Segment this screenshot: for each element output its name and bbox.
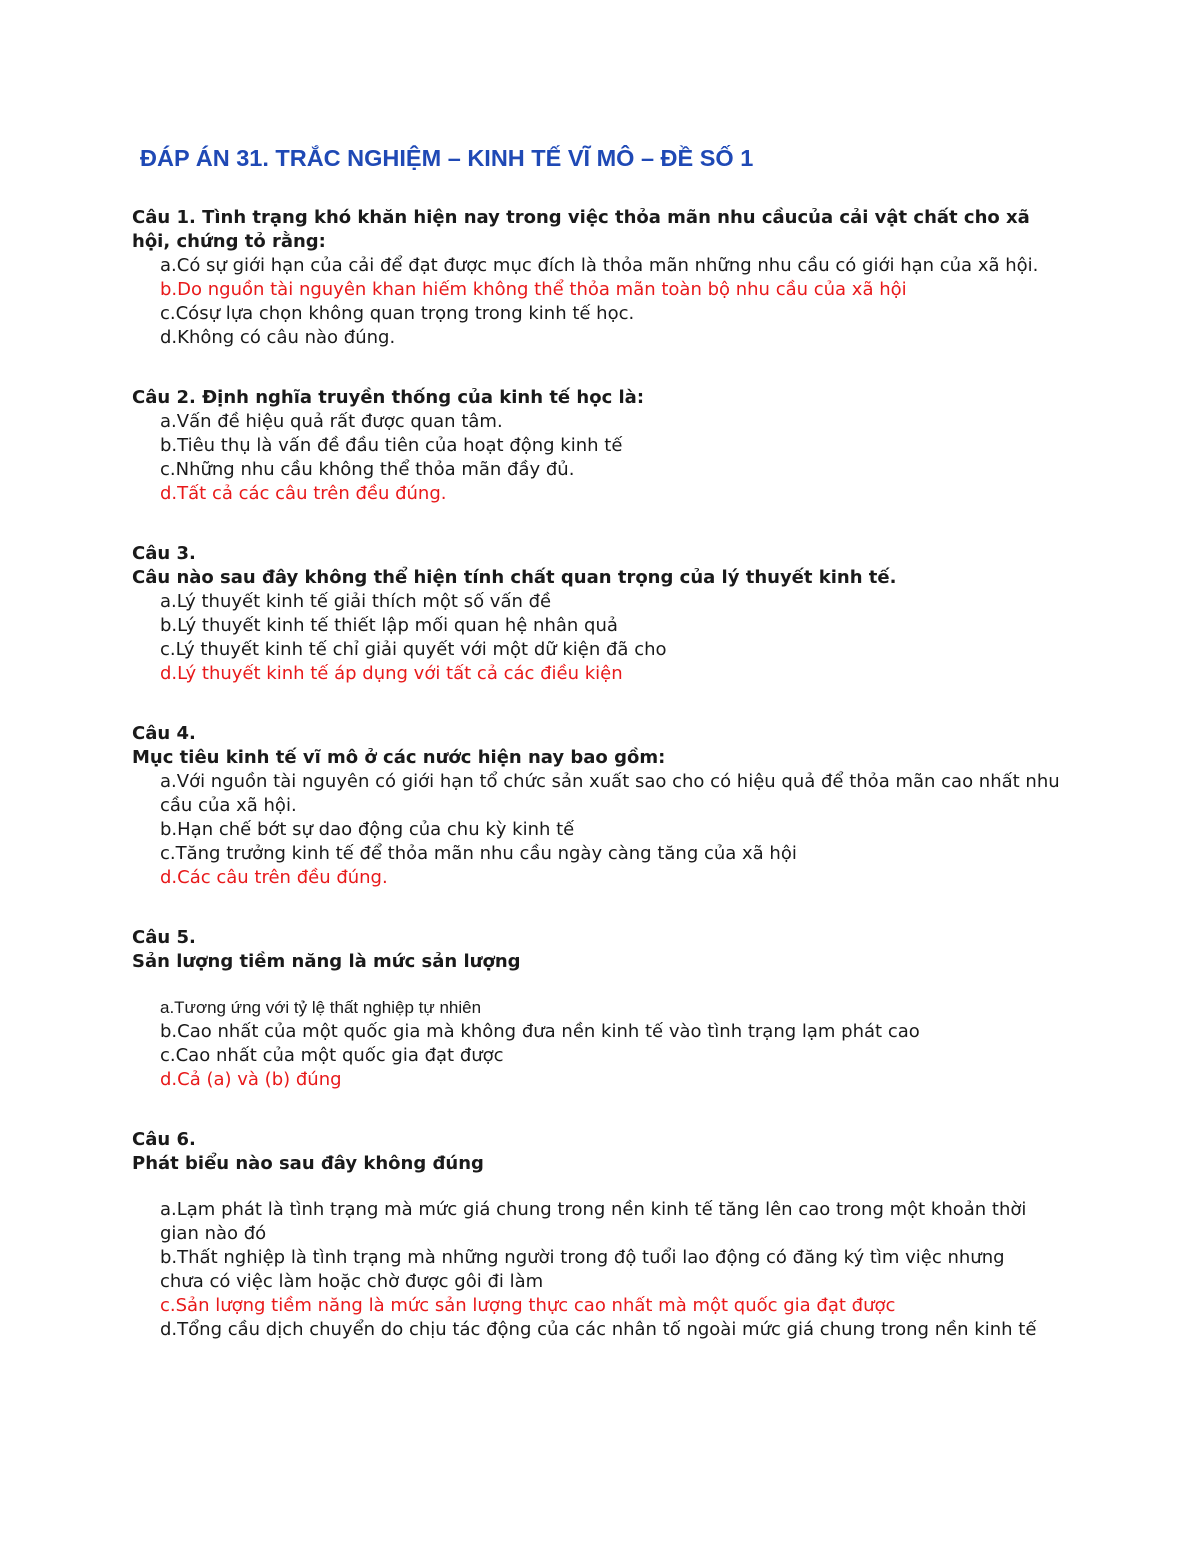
option-c: c.Những nhu cầu không thể thỏa mãn đầy đủ. [160,459,575,480]
option-c-correct-answer: c.Sản lượng tiềm năng là mức sản lượng thực cao nhất mà một quốc gia đạt được [160,1295,896,1316]
option-b: b.Thất nghiệp là tình trạng mà những người trong độ tuổi lao động có đăng ký tìm việc nhưng chưa có việc làm hoặc chờ được gôi đi làm [160,1247,1005,1292]
option-b: b.Lý thuyết kinh tế thiết lập mối quan hệ nhân quả [160,615,618,636]
question-2 [132,386,1062,506]
option-d: d.Không có câu nào đúng. [160,327,396,348]
question-4-options [132,770,1062,890]
option-a: a.Vấn đề hiệu quả rất được quan tâm. [160,411,503,432]
option-a: a.Có sự giới hạn của cải để đạt được mục đích là thỏa mãn những nhu cầu có giới hạn của xã hội. [160,255,1039,276]
question-6-number: Câu 6. [132,1129,196,1150]
option-c: c.Cao nhất của một quốc gia đạt được [160,1045,504,1066]
option-a: a.Với nguồn tài nguyên có giới hạn tổ chức sản xuất sao cho có hiệu quả để thỏa mãn cao nhất nhu cầu của xã hội. [160,771,1060,816]
option-b-correct-answer: b.Do nguồn tài nguyên khan hiếm không thể thỏa mãn toàn bộ nhu cầu của xã hội [160,279,907,300]
question-5-text: Sản lượng tiềm năng là mức sản lượng [132,951,521,972]
question-5 [132,926,1062,1092]
question-4-number: Câu 4. [132,723,196,744]
question-5-number: Câu 5. [132,927,196,948]
question-3-number: Câu 3. [132,543,196,564]
option-b: b.Hạn chế bớt sự dao động của chu kỳ kinh tế [160,819,575,840]
question-2-options [132,410,1062,506]
option-d-correct-answer: d.Lý thuyết kinh tế áp dụng với tất cả các điều kiện [160,663,623,684]
question-3-text: Câu nào sau đây không thể hiện tính chất quan trọng của lý thuyết kinh tế. [132,567,897,588]
option-c: c.Tăng trưởng kinh tế để thỏa mãn nhu cầu ngày càng tăng của xã hội [160,843,797,864]
option-a: a.Tương ứng với tỷ lệ thất nghiệp tự nhiên [160,998,482,1017]
question-6-options [132,1198,1062,1342]
question-3-options [132,590,1062,686]
question-1-text: Câu 1. Tình trạng khó khăn hiện nay trong việc thỏa mãn nhu cầucủa cải vật chất cho xã hội, chứng tỏ rằng: [132,207,1030,252]
option-d-correct-answer: d.Tất cả các câu trên đều đúng. [160,483,447,504]
question-3 [132,542,1062,686]
question-6 [132,1128,1062,1342]
question-4-text: Mục tiêu kinh tế vĩ mô ở các nước hiện nay bao gồm: [132,747,666,768]
option-d-correct-answer: d.Cả (a) và (b) đúng [160,1069,342,1090]
question-6-text: Phát biểu nào sau đây không đúng [132,1153,484,1174]
option-b: b.Cao nhất của một quốc gia mà không đưa nền kinh tế vào tình trạng lạm phát cao [160,1021,920,1042]
question-1 [132,206,1062,350]
option-a: a.Lý thuyết kinh tế giải thích một số vấn đề [160,591,552,612]
question-5-options [132,996,1062,1092]
question-4 [132,722,1062,890]
question-1-options [132,254,1062,350]
option-b: b.Tiêu thụ là vấn đề đầu tiên của hoạt động kinh tế [160,435,623,456]
question-2-text: Câu 2. Định nghĩa truyền thống của kinh tế học là: [132,387,645,408]
question-list [132,206,1062,1378]
option-d-correct-answer: d.Các câu trên đều đúng. [160,867,388,888]
option-c: c.Lý thuyết kinh tế chỉ giải quyết với một dữ kiện đã cho [160,639,667,660]
document-title: ĐÁP ÁN 31. TRẮC NGHIỆM – KINH TẾ VĨ MÔ – ĐỀ SỐ 1 [140,145,754,171]
option-d: d.Tổng cầu dịch chuyển do chịu tác động của các nhân tố ngoài mức giá chung trong nền kinh tế [160,1319,1037,1340]
option-c: c.Cósự lựa chọn không quan trọng trong kinh tế học. [160,303,635,324]
option-a: a.Lạm phát là tình trạng mà mức giá chung trong nền kinh tế tăng lên cao trong một khoản thời gian nào đó [160,1199,1027,1244]
